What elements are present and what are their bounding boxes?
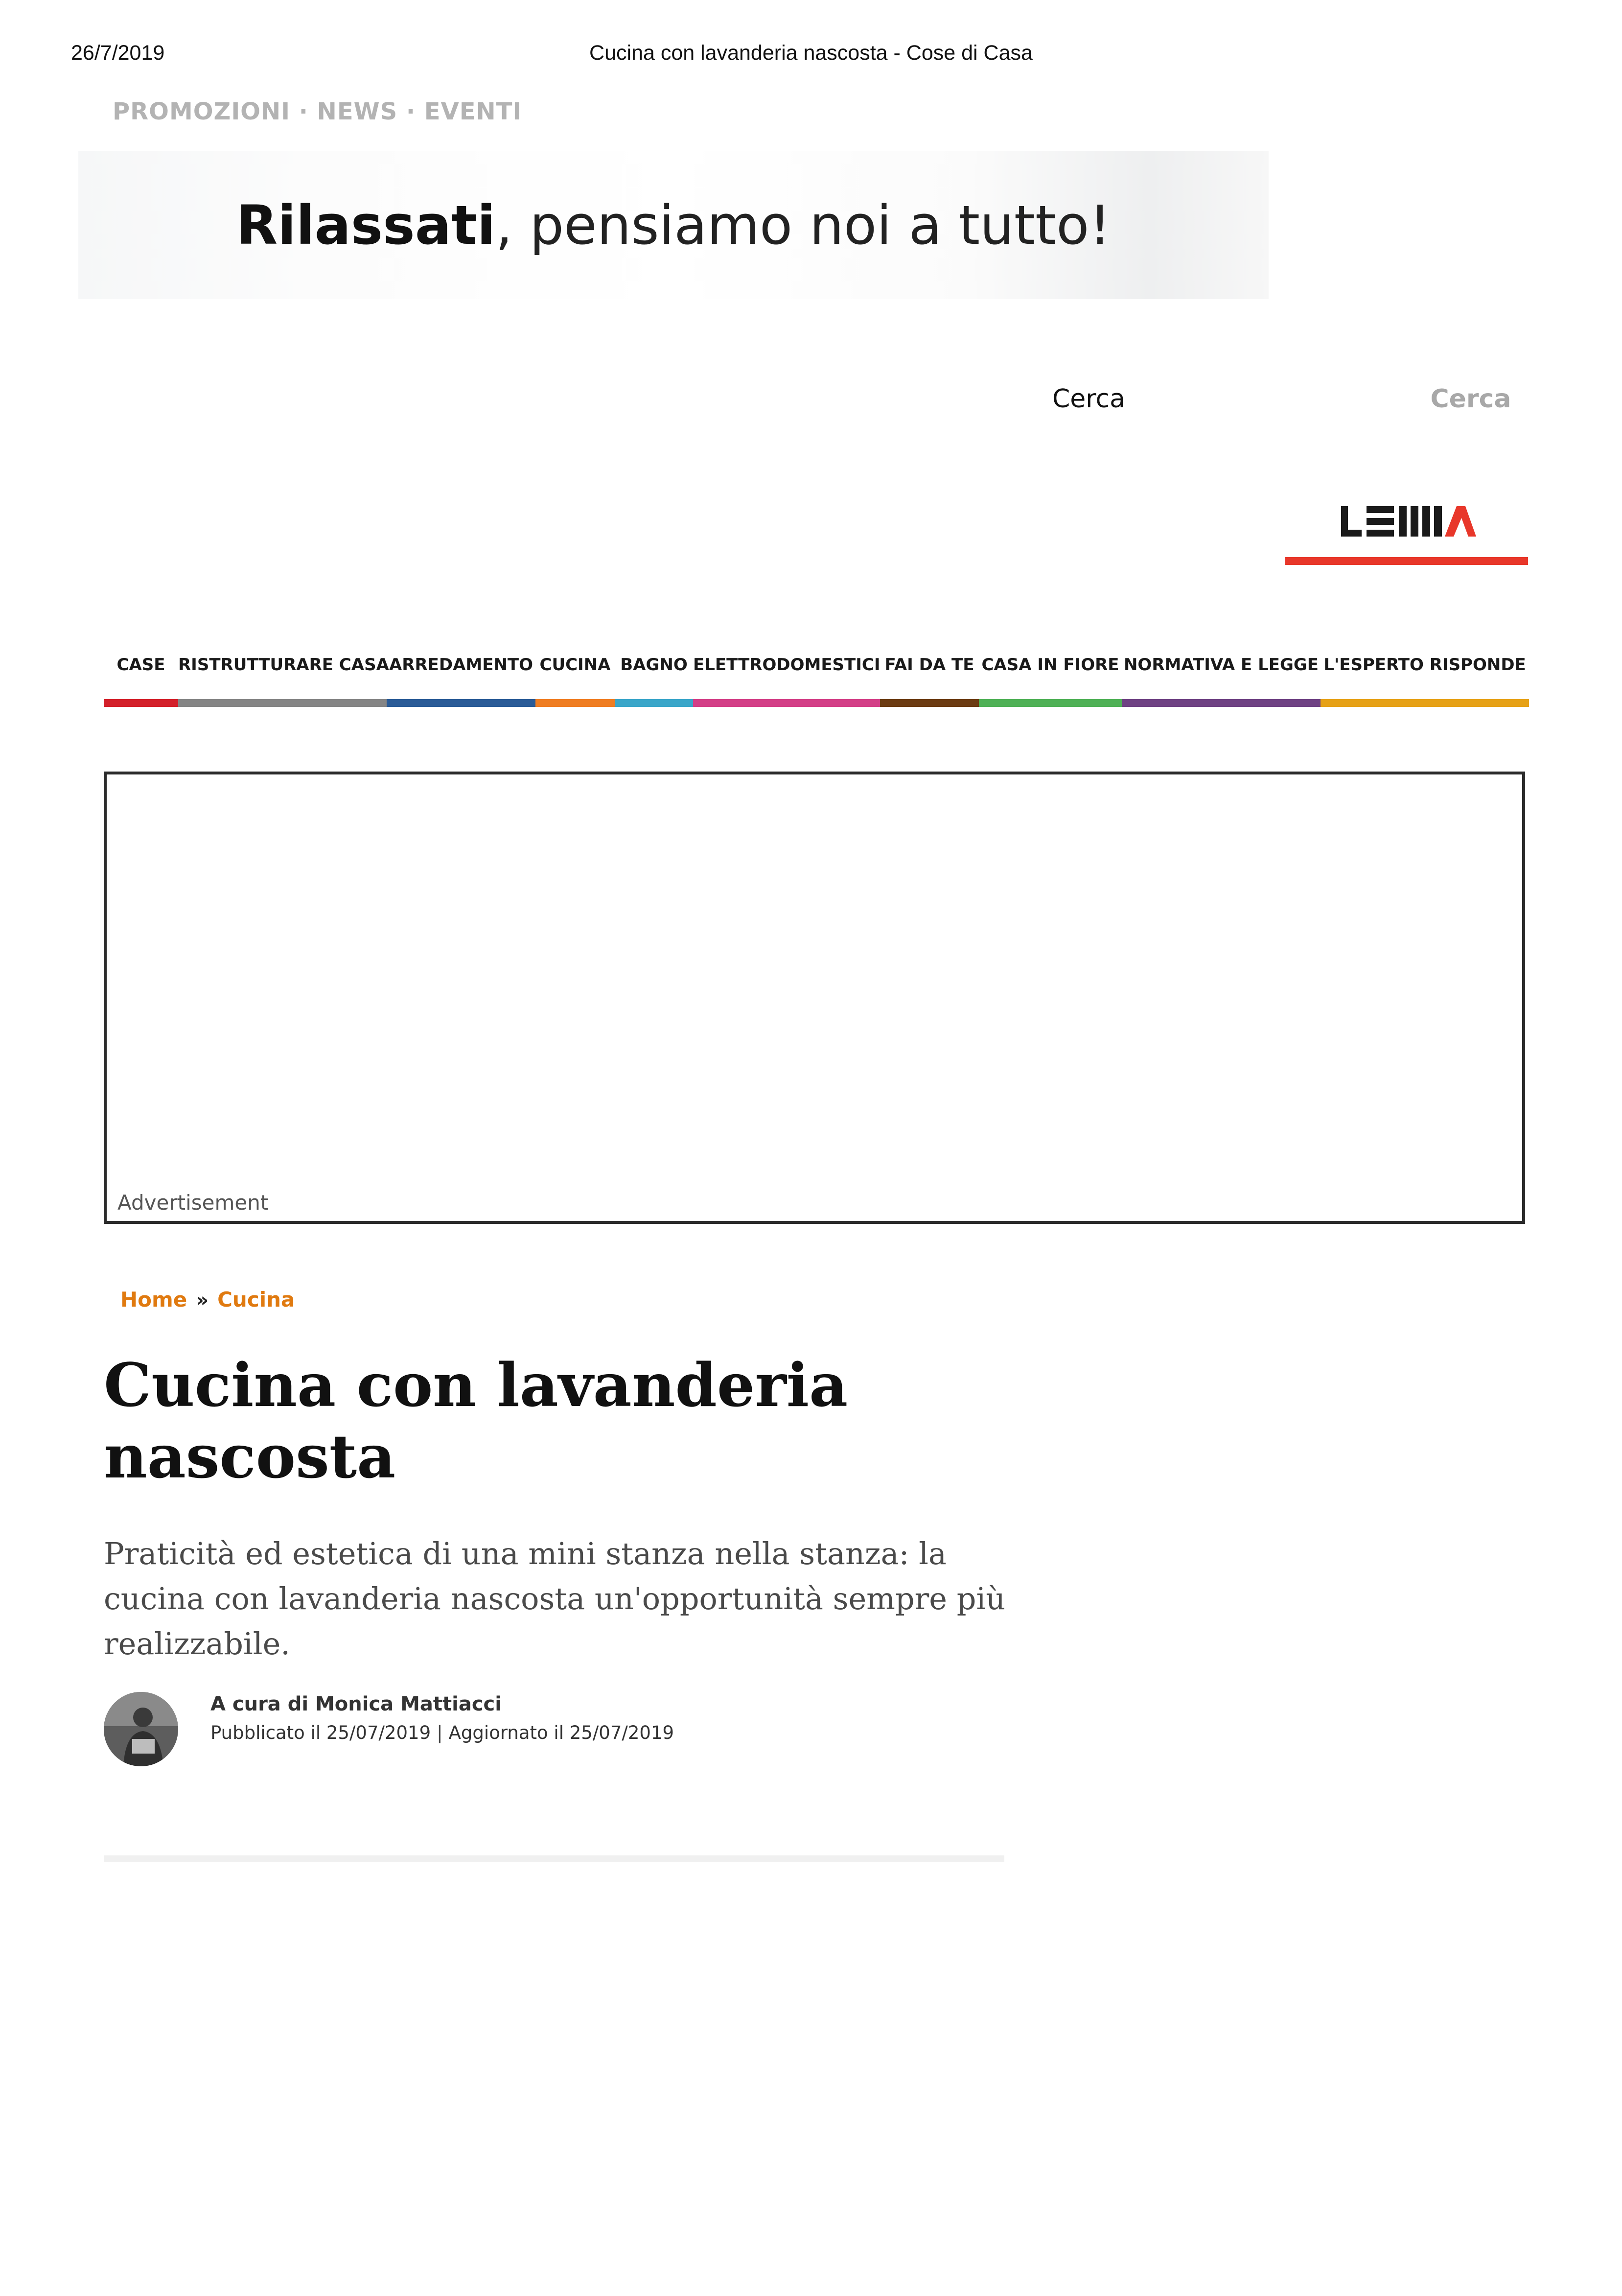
nav-item-label: NORMATIVA E LEGGE (1123, 655, 1319, 675)
updated-date: Aggiornato il 25/07/2019 (448, 1722, 674, 1743)
logo-underline (1285, 557, 1528, 565)
nav-item-color-bar (387, 699, 535, 707)
nav-item-label: RISTRUTTURARE CASA (178, 655, 389, 675)
nav-item-normativa-e-legge[interactable] (1122, 646, 1321, 707)
nav-item-case[interactable] (104, 646, 178, 707)
nav-item-casa-in-fiore[interactable] (979, 646, 1122, 707)
breadcrumb-home-link[interactable]: Home (120, 1288, 187, 1312)
date-separator: | (437, 1722, 443, 1743)
nav-item-elettrodomestici[interactable] (693, 646, 880, 707)
nav-item-label: CASA IN FIORE (981, 655, 1119, 675)
lema-logo-mark (1341, 503, 1478, 542)
nav-item-label: L'ESPERTO RISPONDE (1323, 655, 1526, 675)
author-photo-icon (104, 1692, 178, 1766)
lema-logo[interactable] (1341, 503, 1478, 542)
search-input[interactable] (1199, 377, 1363, 422)
advertisement-box[interactable] (104, 772, 1525, 1224)
breadcrumb (120, 1288, 295, 1312)
author-avatar[interactable] (104, 1692, 178, 1766)
nav-item-label: ARREDAMENTO (389, 655, 533, 675)
nav-item-ristrutturare-casa[interactable] (178, 646, 387, 707)
top-links[interactable]: PROMOZIONI · NEWS · EVENTI (113, 98, 522, 125)
nav-item-color-bar (979, 699, 1122, 707)
banner-ad[interactable] (78, 151, 1269, 299)
nav-item-esperto-risponde[interactable] (1321, 646, 1529, 707)
nav-item-color-bar (1321, 699, 1529, 707)
article-dates (210, 1722, 674, 1743)
nav-item-color-bar (615, 699, 693, 707)
nav-item-arredamento[interactable] (387, 646, 535, 707)
nav-item-label: BAGNO (620, 655, 688, 675)
nav-item-color-bar (104, 699, 178, 707)
published-date: Pubblicato il 25/07/2019 (210, 1722, 431, 1743)
nav-item-label: CASE (116, 655, 165, 675)
nav-item-color-bar (1122, 699, 1321, 707)
banner-text (78, 194, 1269, 257)
nav-item-cucina[interactable] (535, 646, 615, 707)
nav-item-color-bar (880, 699, 979, 707)
advertisement-label: Advertisement (117, 1191, 269, 1215)
nav-item-color-bar (178, 699, 387, 707)
nav-item-color-bar (693, 699, 880, 707)
nav-item-color-bar (535, 699, 615, 707)
nav-item-bagno[interactable] (615, 646, 693, 707)
main-nav (104, 646, 1529, 707)
nav-item-fai-da-te[interactable] (880, 646, 979, 707)
breadcrumb-section-link[interactable]: Cucina (217, 1288, 295, 1312)
banner-text-rest: , pensiamo noi a tutto! (495, 194, 1111, 257)
article-title: Cucina con lavanderia nascosta (104, 1350, 848, 1492)
search-button[interactable]: Cerca (1410, 377, 1532, 421)
nav-item-label: CUCINA (539, 655, 611, 675)
breadcrumb-separator: » (196, 1289, 209, 1312)
article-subtitle: Praticità ed estetica di una mini stanza nella stanza: la cucina con lavanderia nascosta un'opportunità sempre più realizzabile. (104, 1536, 1006, 1662)
print-page-title: Cucina con lavanderia nascosta - Cose di Casa (589, 41, 1033, 65)
content-divider (104, 1855, 1004, 1862)
nav-item-label: FAI DA TE (884, 655, 974, 675)
print-date: 26/7/2019 (71, 41, 165, 65)
nav-item-label: ELETTRODOMESTICI (693, 655, 881, 675)
banner-text-bold: Rilassati (236, 194, 496, 257)
author-byline[interactable]: A cura di Monica Mattiacci (210, 1693, 502, 1715)
search-label: Cerca (1052, 384, 1125, 414)
